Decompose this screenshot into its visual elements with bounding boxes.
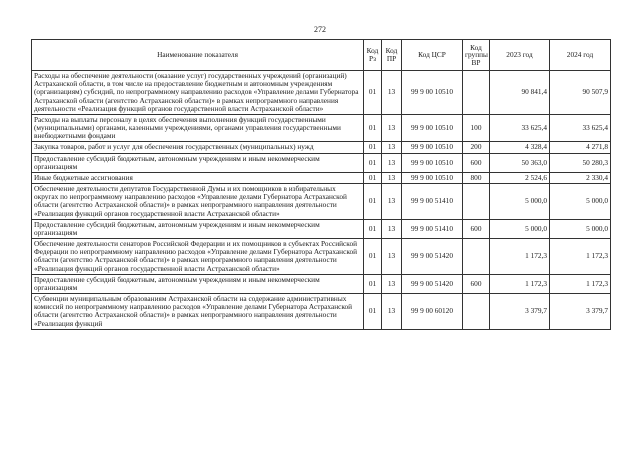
budget-table: [31, 39, 611, 330]
table-row: [32, 294, 611, 330]
row-vr-cell: 600: [463, 219, 490, 238]
row-csr-cell: 99 9 00 10510: [402, 114, 463, 142]
header-2024: 2024 год: [550, 40, 611, 71]
row-csr-cell: 99 9 00 51410: [402, 184, 463, 220]
row-rz-cell: 01: [364, 71, 382, 115]
row-csr-cell: 99 9 00 51420: [402, 274, 463, 293]
row-2023-cell: 1 172,3: [490, 239, 550, 275]
header-rz: Код Рз: [364, 40, 382, 71]
row-2024-cell: 3 379,7: [550, 294, 611, 330]
row-rz-cell: 01: [364, 153, 382, 172]
row-name-cell: Предоставление субсидий бюджетным, автономным учреждениям и иным некоммерческим организациям: [32, 274, 364, 293]
table-row: [32, 71, 611, 115]
header-2023: 2023 год: [490, 40, 550, 71]
row-name-cell: Расходы на выплаты персоналу в целях обеспечения выполнения функций государственными (муниципальными) органами, казенными учреждениями, органами управления государственными внебюджетными фондами: [32, 114, 364, 142]
row-name-cell: Обеспечение деятельности депутатов Государственной Думы и их помощников в избирательных округах по непрограммному направлению расходов «Управление делами Губернатора Астраханской области (агентство Астраханской области)» в рамках непрограммного направления деятельности «Реализация функций органов государственной власти Астраханской области»: [32, 184, 364, 220]
row-name-cell: Расходы на обеспечение деятельности (оказание услуг) государственных учреждений (организаций) Астраханской области, в том числе на предоставление бюджетным и автономным учреждениям (организациям) субсидий, по непрограммному направлению расходов «Управление делами Губернатора Астраханской области (агентство Астраханской области)» в рамках непрограммного направления деятельности «Реализация функций органов государственной власти Астраханской области»: [32, 71, 364, 115]
header-vr: Код группы ВР: [463, 40, 490, 71]
row-vr-cell: [463, 71, 490, 115]
row-2023-cell: 2 524,6: [490, 172, 550, 183]
table-row: [32, 184, 611, 220]
row-vr-cell: 600: [463, 274, 490, 293]
row-csr-cell: 99 9 00 10510: [402, 142, 463, 153]
row-name-cell: Иные бюджетные ассигнования: [32, 172, 364, 183]
row-name-cell: Предоставление субсидий бюджетным, автономным учреждениям и иным некоммерческим организациям: [32, 153, 364, 172]
row-2024-cell: 33 625,4: [550, 114, 611, 142]
row-vr-cell: [463, 294, 490, 330]
row-vr-cell: 600: [463, 153, 490, 172]
row-name-cell: Закупка товаров, работ и услуг для обеспечения государственных (муниципальных) нужд: [32, 142, 364, 153]
row-csr-cell: 99 9 00 60120: [402, 294, 463, 330]
header-csr: Код ЦСР: [402, 40, 463, 71]
row-2024-cell: 5 000,0: [550, 219, 611, 238]
table-header-row: [32, 40, 611, 71]
row-pr-cell: 13: [382, 274, 402, 293]
row-vr-cell: 200: [463, 142, 490, 153]
row-csr-cell: 99 9 00 51420: [402, 239, 463, 275]
row-rz-cell: 01: [364, 274, 382, 293]
row-2024-cell: 1 172,3: [550, 239, 611, 275]
row-vr-cell: 100: [463, 114, 490, 142]
row-vr-cell: 800: [463, 172, 490, 183]
row-name-cell: Обеспечение деятельности сенаторов Российской Федерации и их помощников в субъектах Российской Федерации по непрограммному направлению расходов «Управление делами Губернатора Астраханской области (агентство Астраханской области)» в рамках непрограммного направления деятельности «Реализация функций органов государственной власти Астраханской области»: [32, 239, 364, 275]
row-2023-cell: 90 841,4: [490, 71, 550, 115]
table-row: [32, 239, 611, 275]
row-pr-cell: 13: [382, 239, 402, 275]
row-csr-cell: 99 9 00 10510: [402, 153, 463, 172]
row-2024-cell: 5 000,0: [550, 184, 611, 220]
row-2023-cell: 5 000,0: [490, 184, 550, 220]
page-number: 272: [314, 25, 326, 34]
row-2024-cell: 50 280,3: [550, 153, 611, 172]
row-rz-cell: 01: [364, 294, 382, 330]
row-rz-cell: 01: [364, 172, 382, 183]
row-2023-cell: 33 625,4: [490, 114, 550, 142]
row-csr-cell: 99 9 00 10510: [402, 172, 463, 183]
row-2023-cell: 1 172,3: [490, 274, 550, 293]
row-pr-cell: 13: [382, 219, 402, 238]
row-csr-cell: 99 9 00 51410: [402, 219, 463, 238]
row-2024-cell: 90 507,9: [550, 71, 611, 115]
row-name-cell: Предоставление субсидий бюджетным, автономным учреждениям и иным некоммерческим организациям: [32, 219, 364, 238]
row-vr-cell: [463, 184, 490, 220]
row-pr-cell: 13: [382, 184, 402, 220]
table-row: [32, 274, 611, 293]
table-row: [32, 219, 611, 238]
table-row: [32, 153, 611, 172]
header-name: Наименование показателя: [32, 40, 364, 71]
row-rz-cell: 01: [364, 184, 382, 220]
row-pr-cell: 13: [382, 153, 402, 172]
row-2023-cell: 4 328,4: [490, 142, 550, 153]
row-2024-cell: 4 271,8: [550, 142, 611, 153]
row-rz-cell: 01: [364, 114, 382, 142]
row-pr-cell: 13: [382, 114, 402, 142]
row-pr-cell: 13: [382, 71, 402, 115]
row-2023-cell: 3 379,7: [490, 294, 550, 330]
row-2024-cell: 2 330,4: [550, 172, 611, 183]
row-2023-cell: 5 000,0: [490, 219, 550, 238]
row-pr-cell: 13: [382, 294, 402, 330]
row-name-cell: Субвенции муниципальным образованиям Астраханской области на содержание административных комиссий по непрограммному направлению расходов «Управление делами Губернатора Астраханской области (агентство Астраханской области)» в рамках непрограммного направления деятельности «Реализация функций: [32, 294, 364, 330]
row-rz-cell: 01: [364, 239, 382, 275]
table-row: [32, 172, 611, 183]
row-rz-cell: 01: [364, 219, 382, 238]
row-vr-cell: [463, 239, 490, 275]
row-rz-cell: 01: [364, 142, 382, 153]
header-pr: Код ПР: [382, 40, 402, 71]
row-2023-cell: 50 363,0: [490, 153, 550, 172]
table-row: [32, 114, 611, 142]
row-pr-cell: 13: [382, 172, 402, 183]
row-2024-cell: 1 172,3: [550, 274, 611, 293]
row-csr-cell: 99 9 00 10510: [402, 71, 463, 115]
table-row: [32, 142, 611, 153]
table-body: [32, 71, 611, 330]
row-pr-cell: 13: [382, 142, 402, 153]
